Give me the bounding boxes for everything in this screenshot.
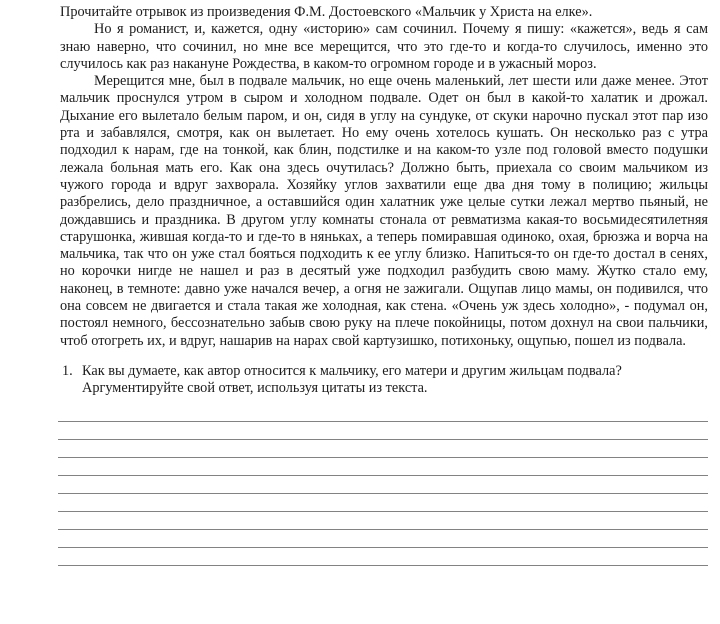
- answer-line[interactable]: [58, 548, 708, 566]
- answer-line[interactable]: [58, 476, 708, 494]
- document-page: [60, 4, 708, 566]
- question-number: 1.: [62, 362, 73, 379]
- answer-line[interactable]: [58, 440, 708, 458]
- answer-line[interactable]: [58, 494, 708, 512]
- answer-line[interactable]: [58, 458, 708, 476]
- passage-paragraph-1: Но я романист, и, кажется, одну «историю» сам сочинил. Почему я пишу: «кажется», ведь я сам знаю наверно, что сочинил, но мне все мерещится, что это где-то и когда-то случилось, именно это случилось как раз накануне Рождества, в каком-то огромном городе и в ужасный мороз.: [60, 21, 708, 72]
- question-item: [60, 363, 708, 398]
- answer-lines: [58, 404, 708, 566]
- answer-line[interactable]: [58, 512, 708, 530]
- passage-paragraph-2: Мерещится мне, был в подвале мальчик, но еще очень маленький, лет шести или даже менее. Этот мальчик проснулся утром в сыром и холодном подвале. Одет он был в какой-то халатик и дрожал. Дыхание его вылетало белым паром, и он, сидя в углу на сундуке, от скуки нарочно пускал этот пар изо рта и забавлялся, смотря, как он вылетает. Но ему очень хотелось кушать. Он несколько раз с утра подходил к нарам, где на тонкой, как блин, подстилке и на каком-то узле под головой вместо подушки лежала больная мать его. Как она здесь очутилась? Должно быть, приехала со своим мальчиком из чужого города и вдруг захворала. Хозяйку углов захватили еще два дня тому в полицию; жильцы разбрелись, дело праздничное, а оставшийся один халатник уже целые сутки лежал мертво пьяный, не дождавшись и праздника. В другом углу комнаты стонала от ревматизма какая-то восьмидесятилетняя старушонка, жившая когда-то и где-то в няньках, а теперь помиравшая одиноко, охая, брюзжа и ворча на мальчика, так что он уже стал бояться подходить к ее углу близко. Напиться-то он где-то достал в сенях, но корочки нигде не нашел и раз в десятый уже подходил разбудить свою маму. Жутко стало ему, наконец, в темноте: давно уже начался вечер, а огня не зажигали. Ощупав лицо мамы, он подивился, что она совсем не двигается и стала такая же холодная, как стена. «Очень уж здесь холодно», - подумал он, постоял немного, бессознательно забыв свою руку на плече покойницы, потом дохнул на свои пальчики, чтоб отогреть их, и вдруг, нашарив на нарах свой картузишко, потихоньку, ощупью, пошел из подвала.: [60, 73, 708, 349]
- answer-line[interactable]: [58, 530, 708, 548]
- question-text: Как вы думаете, как автор относится к мальчику, его матери и другим жильцам подвала? Аргументируйте свой ответ, используя цитаты из текста.: [82, 362, 622, 397]
- instruction-text: Прочитайте отрывок из произведения Ф.М. Достоевского «Мальчик у Христа на елке».: [60, 4, 593, 20]
- answer-line[interactable]: [58, 422, 708, 440]
- answer-line[interactable]: [58, 404, 708, 422]
